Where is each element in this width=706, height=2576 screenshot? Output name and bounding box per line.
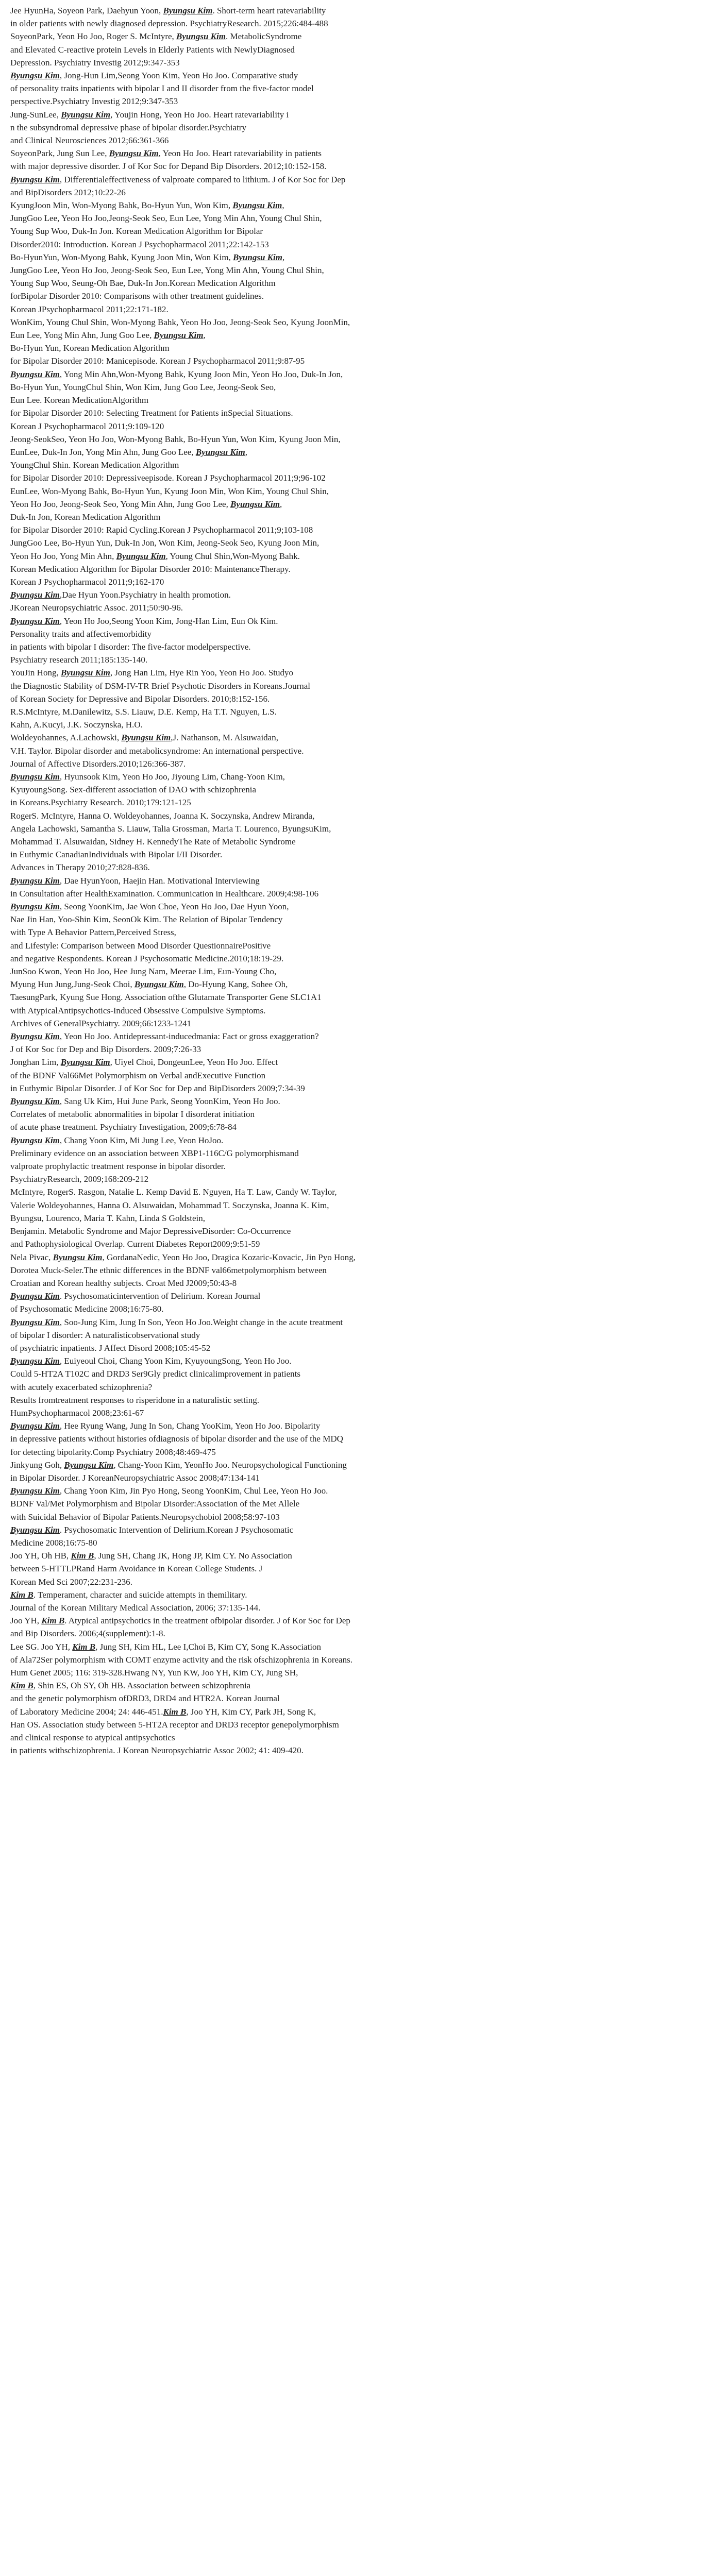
publication-line: Byungsu Kim, Seong YoonKim, Jae Won Choe, Yeon Ho Joo, Dae Hyun Yoon, — [10, 902, 289, 912]
publication-line: Disorder2010: Introduction. Korean J Psychopharmacol 2011;22:142-153 — [10, 239, 269, 249]
publication-line: the Diagnostic Stability of DSM-IV-TR Brief Psychotic Disorders in Koreans.Journal — [10, 681, 311, 691]
publication-line: and Pathophysiological Overlap. Current Diabetes Report2009;9:51-59 — [10, 1239, 260, 1249]
publication-line: and clinical response to atypical antipsychotics — [10, 1733, 175, 1743]
publication-line: and the genetic polymorphism ofDRD3, DRD4 and HTR2A. Korean Journal — [10, 1693, 280, 1704]
highlighted-author-name: Byungsu Kim — [53, 1252, 103, 1262]
highlighted-author-name: Byungsu Kim — [10, 771, 60, 782]
publication-line: Young Sup Woo, Seung-Oh Bae, Duk-In Jon.Korean Medication Algorithm — [10, 278, 276, 289]
publication-line: Lee SG. Joo YH, Kim B, Jung SH, Kim HL, Lee I,Choi B, Kim CY, Song K.Association — [10, 1641, 322, 1652]
publication-line: valproate prophylactic treatment response in bipolar disorder. — [10, 1161, 226, 1172]
publication-line: with Type A Behavior Pattern,Perceived Stress, — [10, 927, 176, 938]
publication-line: JungGoo Lee, Yeon Ho Joo,Jeong-Seok Seo, Eun Lee, Yong Min Ahn, Young Chul Shin, — [10, 213, 322, 224]
publication-line: Byungsu, Lourenco, Maria T. Kahn, Linda S Goldstein, — [10, 1213, 206, 1223]
publication-line: Dorotea Muck-Seler.The ethnic differences in the BDNF val66metpolymorphism between — [10, 1265, 327, 1275]
publication-line: Croatian and Korean healthy subjects. Croat Med J2009;50:43-8 — [10, 1278, 237, 1288]
publication-line: in older patients with newly diagnosed depression. PsychiatryResearch. 2015;226:484-488 — [10, 19, 328, 29]
publication-line: Psychiatry research 2011;185:135-140. — [10, 655, 148, 665]
publication-line: Byungsu Kim, Jong-Hun Lim,Seong Yoon Kim, Yeon Ho Joo. Comparative study — [10, 71, 298, 81]
publication-line: of Ala72Ser polymorphism with COMT enzyme activity and the risk ofschizophrenia in Koreans. — [10, 1654, 352, 1665]
highlighted-author-name: Byungsu Kim — [10, 1031, 60, 1042]
highlighted-author-name: Byungsu Kim — [109, 148, 159, 159]
publication-line: Byungsu Kim, Soo-Jung Kim, Jung In Son, Yeon Ho Joo.Weight change in the acute treatment — [10, 1317, 343, 1327]
highlighted-author-name: Byungsu Kim — [10, 1135, 60, 1145]
highlighted-author-name: Byungsu Kim — [10, 590, 60, 600]
publication-line: PsychiatryResearch, 2009;168:209-212 — [10, 1174, 149, 1184]
publication-line: between 5-HTTLPRand Harm Avoidance in Korean College Students. J — [10, 1564, 263, 1574]
publication-line: Byungsu Kim, Chang Yoon Kim, Mi Jung Lee, Yeon HoJoo. — [10, 1135, 224, 1145]
publication-line: KyuyoungSong. Sex-different association of DAO with schizophrenia — [10, 785, 257, 795]
publication-line: Jung-SunLee, Byungsu Kim, Youjin Hong, Yeon Ho Joo. Heart ratevariability i — [10, 109, 289, 120]
highlighted-author-name: Byungsu Kim — [10, 616, 60, 626]
publication-line: R.S.McIntyre, M.Danilewitz, S.S. Liauw, D.E. Kemp, Ha T.T. Nguyen, L.S. — [10, 706, 277, 717]
highlighted-author-name: Byungsu Kim — [64, 1460, 114, 1470]
publication-line: Yeon Ho Joo, Jeong-Seok Seo, Yong Min Ahn, Jung Goo Lee, Byungsu Kim, — [10, 499, 282, 509]
publication-line: Korean J Psychopharmacol 2011;9;162-170 — [10, 577, 164, 587]
publication-line: McIntyre, RogerS. Rasgon, Natalie L. Kemp David E. Nguyen, Ha T. Law, Candy W. Taylor, — [10, 1187, 337, 1197]
highlighted-author-name: Byungsu Kim — [154, 330, 204, 341]
publication-line: Could 5-HT2A T102C and DRD3 Ser9Gly predict clinicalimprovement in patients — [10, 1369, 300, 1379]
publication-line: Journal of Affective Disorders.2010;126:366-387. — [10, 758, 186, 769]
publication-line: Bo-Hyun Yun, Korean Medication Algorithm — [10, 343, 170, 353]
publication-line: of personality traits inpatients with bipolar I and II disorder from the five-factor model — [10, 83, 314, 94]
publication-line: of psychiatric inpatients. J Affect Disord 2008;105:45-52 — [10, 1343, 211, 1353]
highlighted-author-name: Byungsu Kim — [10, 1096, 60, 1107]
highlighted-author-name: Kim B — [71, 1551, 94, 1561]
publication-line: Eun Lee. Korean MedicationAlgorithm — [10, 395, 149, 405]
publication-line: Depression. Psychiatry Investig 2012;9:347-353 — [10, 57, 180, 67]
publication-line: Byungsu Kim, Hyunsook Kim, Yeon Ho Joo, Jiyoung Lim, Chang-Yoon Kim, — [10, 771, 285, 782]
publication-line: in depressive patients without histories ofdiagnosis of bipolar disorder and the use of the MDQ — [10, 1434, 343, 1444]
publication-line: YouJin Hong, Byungsu Kim, Jong Han Lim, Hye Rin Yoo, Yeon Ho Joo. Studyo — [10, 668, 294, 678]
publication-line: EunLee, Won-Myong Bahk, Bo-Hyun Yun, Kyung Joon Min, Won Kim, Young Chul Shin, — [10, 486, 329, 496]
publication-line: of Psychosomatic Medicine 2008;16:75-80. — [10, 1304, 164, 1314]
publication-line: for Bipolar Disorder 2010: Rapid Cycling.Korean J Psychopharmacol 2011;9;103-108 — [10, 525, 313, 535]
publication-line: Byungsu Kim, Yeon Ho Joo,Seong Yoon Kim, Jong-Han Lim, Eun Ok Kim. — [10, 616, 278, 626]
highlighted-author-name: Byungsu Kim — [10, 174, 60, 184]
publication-line: with AtypicalAntipsychotics-Induced Obsessive Compulsive Symptoms. — [10, 1005, 266, 1015]
publication-line: RogerS. McIntyre, Hanna O. Woldeyohannes, Joanna K. Soczynska, Andrew Miranda, — [10, 810, 315, 821]
publication-line: Korean Med Sci 2007;22:231-236. — [10, 1577, 133, 1587]
highlighted-author-name: Byungsu Kim — [230, 499, 280, 509]
publication-line: Joo YH, Oh HB, Kim B, Jung SH, Chang JK, Hong JP, Kim CY. No Association — [10, 1551, 292, 1561]
publication-line: Byungsu Kim, Hee Ryung Wang, Jung In Son, Chang YooKim, Yeon Ho Joo. Bipolarity — [10, 1421, 321, 1431]
publication-line: Angela Lachowski, Samantha S. Liauw, Talia Grossman, Maria T. Lourenco, ByungsuKim, — [10, 823, 331, 834]
publication-line: Valerie Woldeyohannes, Hanna O. Alsuwaidan, Mohammad T. Soczynska, Joanna K. Kim, — [10, 1200, 329, 1210]
publication-line: in Bipolar Disorder. J KoreanNeuropsychiatric Assoc 2008;47:134-141 — [10, 1472, 260, 1483]
highlighted-author-name: Kim B — [10, 1681, 33, 1691]
publication-line: Nela Pivac, Byungsu Kim, GordanaNedic, Yeon Ho Joo, Dragica Kozaric-Kovacic, Jin Pyo Hong, — [10, 1252, 356, 1262]
publication-line: in Koreans.Psychiatry Research. 2010;179:121-125 — [10, 798, 191, 808]
highlighted-author-name: Byungsu Kim — [10, 1291, 60, 1301]
highlighted-author-name: Byungsu Kim — [233, 252, 282, 262]
publication-line: for Bipolar Disorder 2010: Depressiveepisode. Korean J Psychopharmacol 2011;9;96-102 — [10, 473, 326, 483]
publication-line: BDNF Val/Met Polymorphism and Bipolar Disorder:Association of the Met Allele — [10, 1499, 300, 1509]
publication-line: Results fromtreatment responses to risperidone in a naturalistic setting. — [10, 1395, 259, 1405]
publication-line: in patients withschizophrenia. J Korean Neuropsychiatric Assoc 2002; 41: 409-420. — [10, 1745, 304, 1756]
publication-line: Byungsu Kim, Yong Min Ahn,Won-Myong Bahk, Kyung Joon Min, Yeon Ho Joo, Duk-In Jon, — [10, 369, 343, 379]
publication-line: JungGoo Lee, Bo-Hyun Yun, Duk-In Jon, Won Kim, Jeong-Seok Seo, Kyung Joon Min, — [10, 538, 320, 548]
publication-line: Kim B, Shin ES, Oh SY, Oh HB. Association between schizophrenia — [10, 1681, 251, 1691]
publication-line: Journal of the Korean Military Medical Association, 2006; 37:135-144. — [10, 1602, 261, 1613]
publication-line: perspective.Psychiatry Investig 2012;9:347-353 — [10, 96, 178, 107]
highlighted-author-name: Byungsu Kim — [10, 1486, 60, 1496]
publication-line: Byungsu Kim, Yeon Ho Joo. Antidepressant-inducedmania: Fact or gross exaggeration? — [10, 1031, 319, 1042]
highlighted-author-name: Byungsu Kim — [60, 1057, 110, 1067]
publication-line: TaesungPark, Kyung Sue Hong. Association ofthe Glutamate Transporter Gene SLC1A1 — [10, 992, 322, 1003]
publication-line: Bo-HyunYun, Won-Myong Bahk, Kyung Joon Min, Won Kim, Byungsu Kim, — [10, 252, 285, 262]
publication-line: KyungJoon Min, Won-Myong Bahk, Bo-Hyun Yun, Won Kim, Byungsu Kim, — [10, 200, 284, 211]
publication-line: with acutely exacerbated schizophrenia? — [10, 1382, 153, 1392]
publication-line: Eun Lee, Yong Min Ahn, Jung Goo Lee, Byungsu Kim, — [10, 330, 206, 341]
highlighted-author-name: Kim B — [41, 1616, 65, 1626]
publication-line: Nae Jin Han, Yoo-Shin Kim, SeonOk Kim. The Relation of Bipolar Tendency — [10, 914, 283, 925]
publication-line: Kahn, A.Kucyi, J.K. Soczynska, H.O. — [10, 720, 143, 730]
highlighted-author-name: Byungsu Kim — [10, 902, 60, 912]
publication-line: Joo YH, Kim B. Atypical antipsychotics in the treatment ofbipolar disorder. J of Kor Soc for Dep — [10, 1616, 350, 1626]
publication-line: Medicine 2008;16:75-80 — [10, 1537, 97, 1548]
publication-line: JunSoo Kwon, Yeon Ho Joo, Hee Jung Nam, Meerae Lim, Eun-Young Cho, — [10, 967, 277, 977]
publication-line: Advances in Therapy 2010;27:828-836. — [10, 862, 150, 873]
publication-line: with major depressive disorder. J of Kor Soc for Depand Bip Disorders. 2012;10:152-158. — [10, 161, 327, 172]
publication-line: Duk-In Jon, Korean Medication Algorithm — [10, 512, 161, 522]
publication-line: J of Kor Soc for Dep and Bip Disorders. 2009;7:26-33 — [10, 1044, 201, 1055]
publication-line: JungGoo Lee, Yeon Ho Joo, Jeong-Seok Seo, Eun Lee, Yong Min Ahn, Young Chul Shin, — [10, 265, 324, 276]
publication-line: SoyeonPark, Yeon Ho Joo, Roger S. McIntyre, Byungsu Kim. MetabolicSyndrome — [10, 31, 302, 42]
publication-line: for Bipolar Disorder 2010: Manicepisode. Korean J Psychopharmacol 2011;9:87-95 — [10, 356, 305, 366]
publication-line: Yeon Ho Joo, Yong Min Ahn, Byungsu Kim, Young Chul Shin,Won-Myong Bahk. — [10, 551, 300, 561]
publication-line: SoyeonPark, Jung Sun Lee, Byungsu Kim, Yeon Ho Joo. Heart ratevariability in patients — [10, 148, 322, 159]
publication-line: Jee HyunHa, Soyeon Park, Daehyun Yoon, Byungsu Kim. Short-term heart ratevariability — [10, 6, 326, 15]
publication-line: for detecting bipolarity.Comp Psychiatry 2008;48:469-475 — [10, 1447, 216, 1457]
publication-line: Woldeyohannes, A.Lachowski, Byungsu Kim,J. Nathanson, M. Alsuwaidan, — [10, 733, 278, 743]
highlighted-author-name: Byungsu Kim — [195, 447, 245, 457]
publication-line: and Bip Disorders. 2006;4(supplement):1-8. — [10, 1629, 165, 1639]
publication-line: Archives of GeneralPsychiatry. 2009;66:1233-1241 — [10, 1018, 192, 1028]
publication-line: EunLee, Duk-In Jon, Yong Min Ahn, Jung Goo Lee, Byungsu Kim, — [10, 447, 247, 457]
highlighted-author-name: Kim B — [72, 1641, 96, 1652]
publication-line: HumPsychopharmacol 2008;23:61-67 — [10, 1408, 144, 1418]
publication-line: of acute phase treatment. Psychiatry Investigation, 2009;6:78-84 — [10, 1122, 237, 1132]
highlighted-author-name: Byungsu Kim — [10, 71, 60, 81]
highlighted-author-name: Byungsu Kim — [10, 1356, 60, 1366]
highlighted-author-name: Byungsu Kim — [10, 369, 60, 379]
highlighted-author-name: Byungsu Kim — [116, 551, 166, 561]
publication-line: and Lifestyle: Comparison between Mood Disorder QuestionnairePositive — [10, 940, 271, 951]
publication-line: Bo-Hyun Yun, YoungChul Shin, Won Kim, Jung Goo Lee, Jeong-Seok Seo, — [10, 382, 276, 392]
publication-line: in Euthymic Bipolar Disorder. J of Kor Soc for Dep and BipDisorders 2009;7:34-39 — [10, 1083, 305, 1093]
publication-line: Byungsu Kim, Euiyeoul Choi, Chang Yoon Kim, KyuyoungSong, Yeon Ho Joo. — [10, 1356, 292, 1366]
highlighted-author-name: Byungsu Kim — [176, 31, 226, 42]
publication-line: of bipolar I disorder: A naturalisticobservational study — [10, 1330, 200, 1340]
publication-line: and Elevated C-reactive protein Levels in Elderly Patients with NewlyDiagnosed — [10, 44, 295, 55]
highlighted-author-name: Byungsu Kim — [10, 1421, 60, 1431]
publication-line: Jonghan Lim, Byungsu Kim, Uiyel Choi, DongeunLee, Yeon Ho Joo. Effect — [10, 1057, 278, 1067]
publication-line: Mohammad T. Alsuwaidan, Sidney H. KennedyThe Rate of Metabolic Syndrome — [10, 837, 296, 846]
publication-line: Personality traits and affectivemorbidity — [10, 629, 152, 639]
publication-line: Byungsu Kim,Dae Hyun Yoon.Psychiatry in health promotion. — [10, 590, 231, 600]
publication-line: Myung Hun Jung,Jung-Seok Choi, Byungsu Kim, Do-Hyung Kang, Sohee Oh, — [10, 979, 288, 990]
highlighted-author-name: Byungsu Kim — [10, 1317, 60, 1327]
publication-line: of the BDNF Val66Met Polymorphism on Verbal andExecutive Function — [10, 1070, 266, 1080]
publication-line: and BipDisorders 2012;10:22-26 — [10, 187, 126, 197]
publication-line: Preliminary evidence on an association between XBP1-116C/G polymorphismand — [10, 1148, 299, 1158]
publication-line: forBipolar Disorder 2010: Comparisons with other treatment guidelines. — [10, 291, 264, 301]
publication-line: Byungsu Kim, Chang Yoon Kim, Jin Pyo Hong, Seong YoonKim, Chul Lee, Yeon Ho Joo. — [10, 1486, 328, 1496]
publication-line: Jeong-SeokSeo, Yeon Ho Joo, Won-Myong Bahk, Bo-Hyun Yun, Won Kim, Kyung Joon Min, — [10, 434, 341, 444]
highlighted-author-name: Byungsu Kim — [163, 6, 213, 15]
publication-line: WonKim, Young Chul Shin, Won-Myong Bahk, Yeon Ho Joo, Jeong-Seok Seo, Kyung JoonMin, — [10, 317, 350, 327]
publication-line: n the subsyndromal depressive phase of bipolar disorder.Psychiatry — [10, 122, 246, 132]
publication-line: Young Sup Woo, Duk-In Jon. Korean Medication Algorithm for Bipolar — [10, 226, 263, 236]
publication-line: V.H. Taylor. Bipolar disorder and metabolicsyndrome: An international perspective. — [10, 745, 304, 756]
publication-line: Korean J Psychopharmacol 2011;9:109-120 — [10, 421, 164, 431]
publication-line: Korean JPsychopharmacol 2011;22:171-182. — [10, 304, 169, 314]
highlighted-author-name: Byungsu Kim — [60, 668, 110, 678]
publication-line: and Clinical Neurosciences 2012;66:361-366 — [10, 135, 169, 146]
publication-line: for Bipolar Disorder 2010: Selecting Treatment for Patients inSpecial Situations. — [10, 408, 293, 418]
publication-line: YoungChul Shin. Korean Medication Algorithm — [10, 460, 179, 470]
publication-line: Hum Genet 2005; 116: 319-328.Hwang NY, Yun KW, Joo YH, Kim CY, Jung SH, — [10, 1668, 298, 1677]
publication-line: JKorean Neuropsychiatric Assoc. 2011;50:90-96. — [10, 603, 183, 613]
publication-line: of Laboratory Medicine 2004; 24: 446-451.Kim B, Joo YH, Kim CY, Park JH, Song K, — [10, 1706, 316, 1717]
publication-line: Byungsu Kim, Differentialeffectiveness of valproate compared to lithium. J of Kor Soc for Dep — [10, 174, 346, 184]
publication-line: Han OS. Association study between 5-HT2A receptor and DRD3 receptor genepolymorphism — [10, 1719, 339, 1730]
publication-line: Byungsu Kim. Psychosomatic Intervention of Delirium.Korean J Psychosomatic — [10, 1524, 294, 1535]
publication-line: in Euthymic CanadianIndividuals with Bipolar I/II Disorder. — [10, 850, 223, 860]
highlighted-author-name: Byungsu Kim — [61, 109, 111, 120]
highlighted-author-name: Kim B — [163, 1706, 187, 1717]
publication-line: Byungsu Kim, Sang Uk Kim, Hui June Park, Seong YoonKim, Yeon Ho Joo. — [10, 1096, 280, 1107]
publication-line: in patients with bipolar I disorder: The five-factor modelperspective. — [10, 641, 251, 652]
publication-line: of Korean Society for Depressive and Bipolar Disorders. 2010;8:152-156. — [10, 693, 270, 704]
highlighted-author-name: Byungsu Kim — [10, 875, 60, 886]
highlighted-author-name: Byungsu Kim — [232, 200, 282, 211]
publication-line: Correlates of metabolic abnormalities in bipolar I disorderat initiation — [10, 1109, 255, 1120]
highlighted-author-name: Byungsu Kim — [121, 733, 171, 743]
publication-line: with Suicidal Behavior of Bipolar Patients.Neuropsychobiol 2008;58:97-103 — [10, 1512, 280, 1522]
publication-line: in Consultation after HealthExamination. Communication in Healthcare. 2009;4:98-106 — [10, 888, 319, 899]
highlighted-author-name: Byungsu Kim — [134, 979, 184, 990]
publication-line: and negative Respondents. Korean J Psychosomatic Medicine.2010;18:19-29. — [10, 953, 284, 963]
publication-line: Benjamin. Metabolic Syndrome and Major DepressiveDisorder: Co-Occurrence — [10, 1226, 291, 1236]
publication-line: Kim B. Temperament, character and suicide attempts in themilitary. — [10, 1589, 247, 1600]
publication-line: Byungsu Kim. Psychosomaticintervention of Delirium. Korean Journal — [10, 1291, 261, 1301]
highlighted-author-name: Kim B — [10, 1589, 33, 1600]
publication-line: Byungsu Kim, Dae HyunYoon, Haejin Han. Motivational Interviewing — [10, 875, 260, 886]
publication-line: Korean Medication Algorithm for Bipolar Disorder 2010: MaintenanceTherapy. — [10, 564, 291, 574]
highlighted-author-name: Byungsu Kim — [10, 1524, 60, 1535]
publication-line: Jinkyung Goh, Byungsu Kim, Chang-Yoon Kim, YeonHo Joo. Neuropsychological Functioning — [10, 1460, 347, 1470]
